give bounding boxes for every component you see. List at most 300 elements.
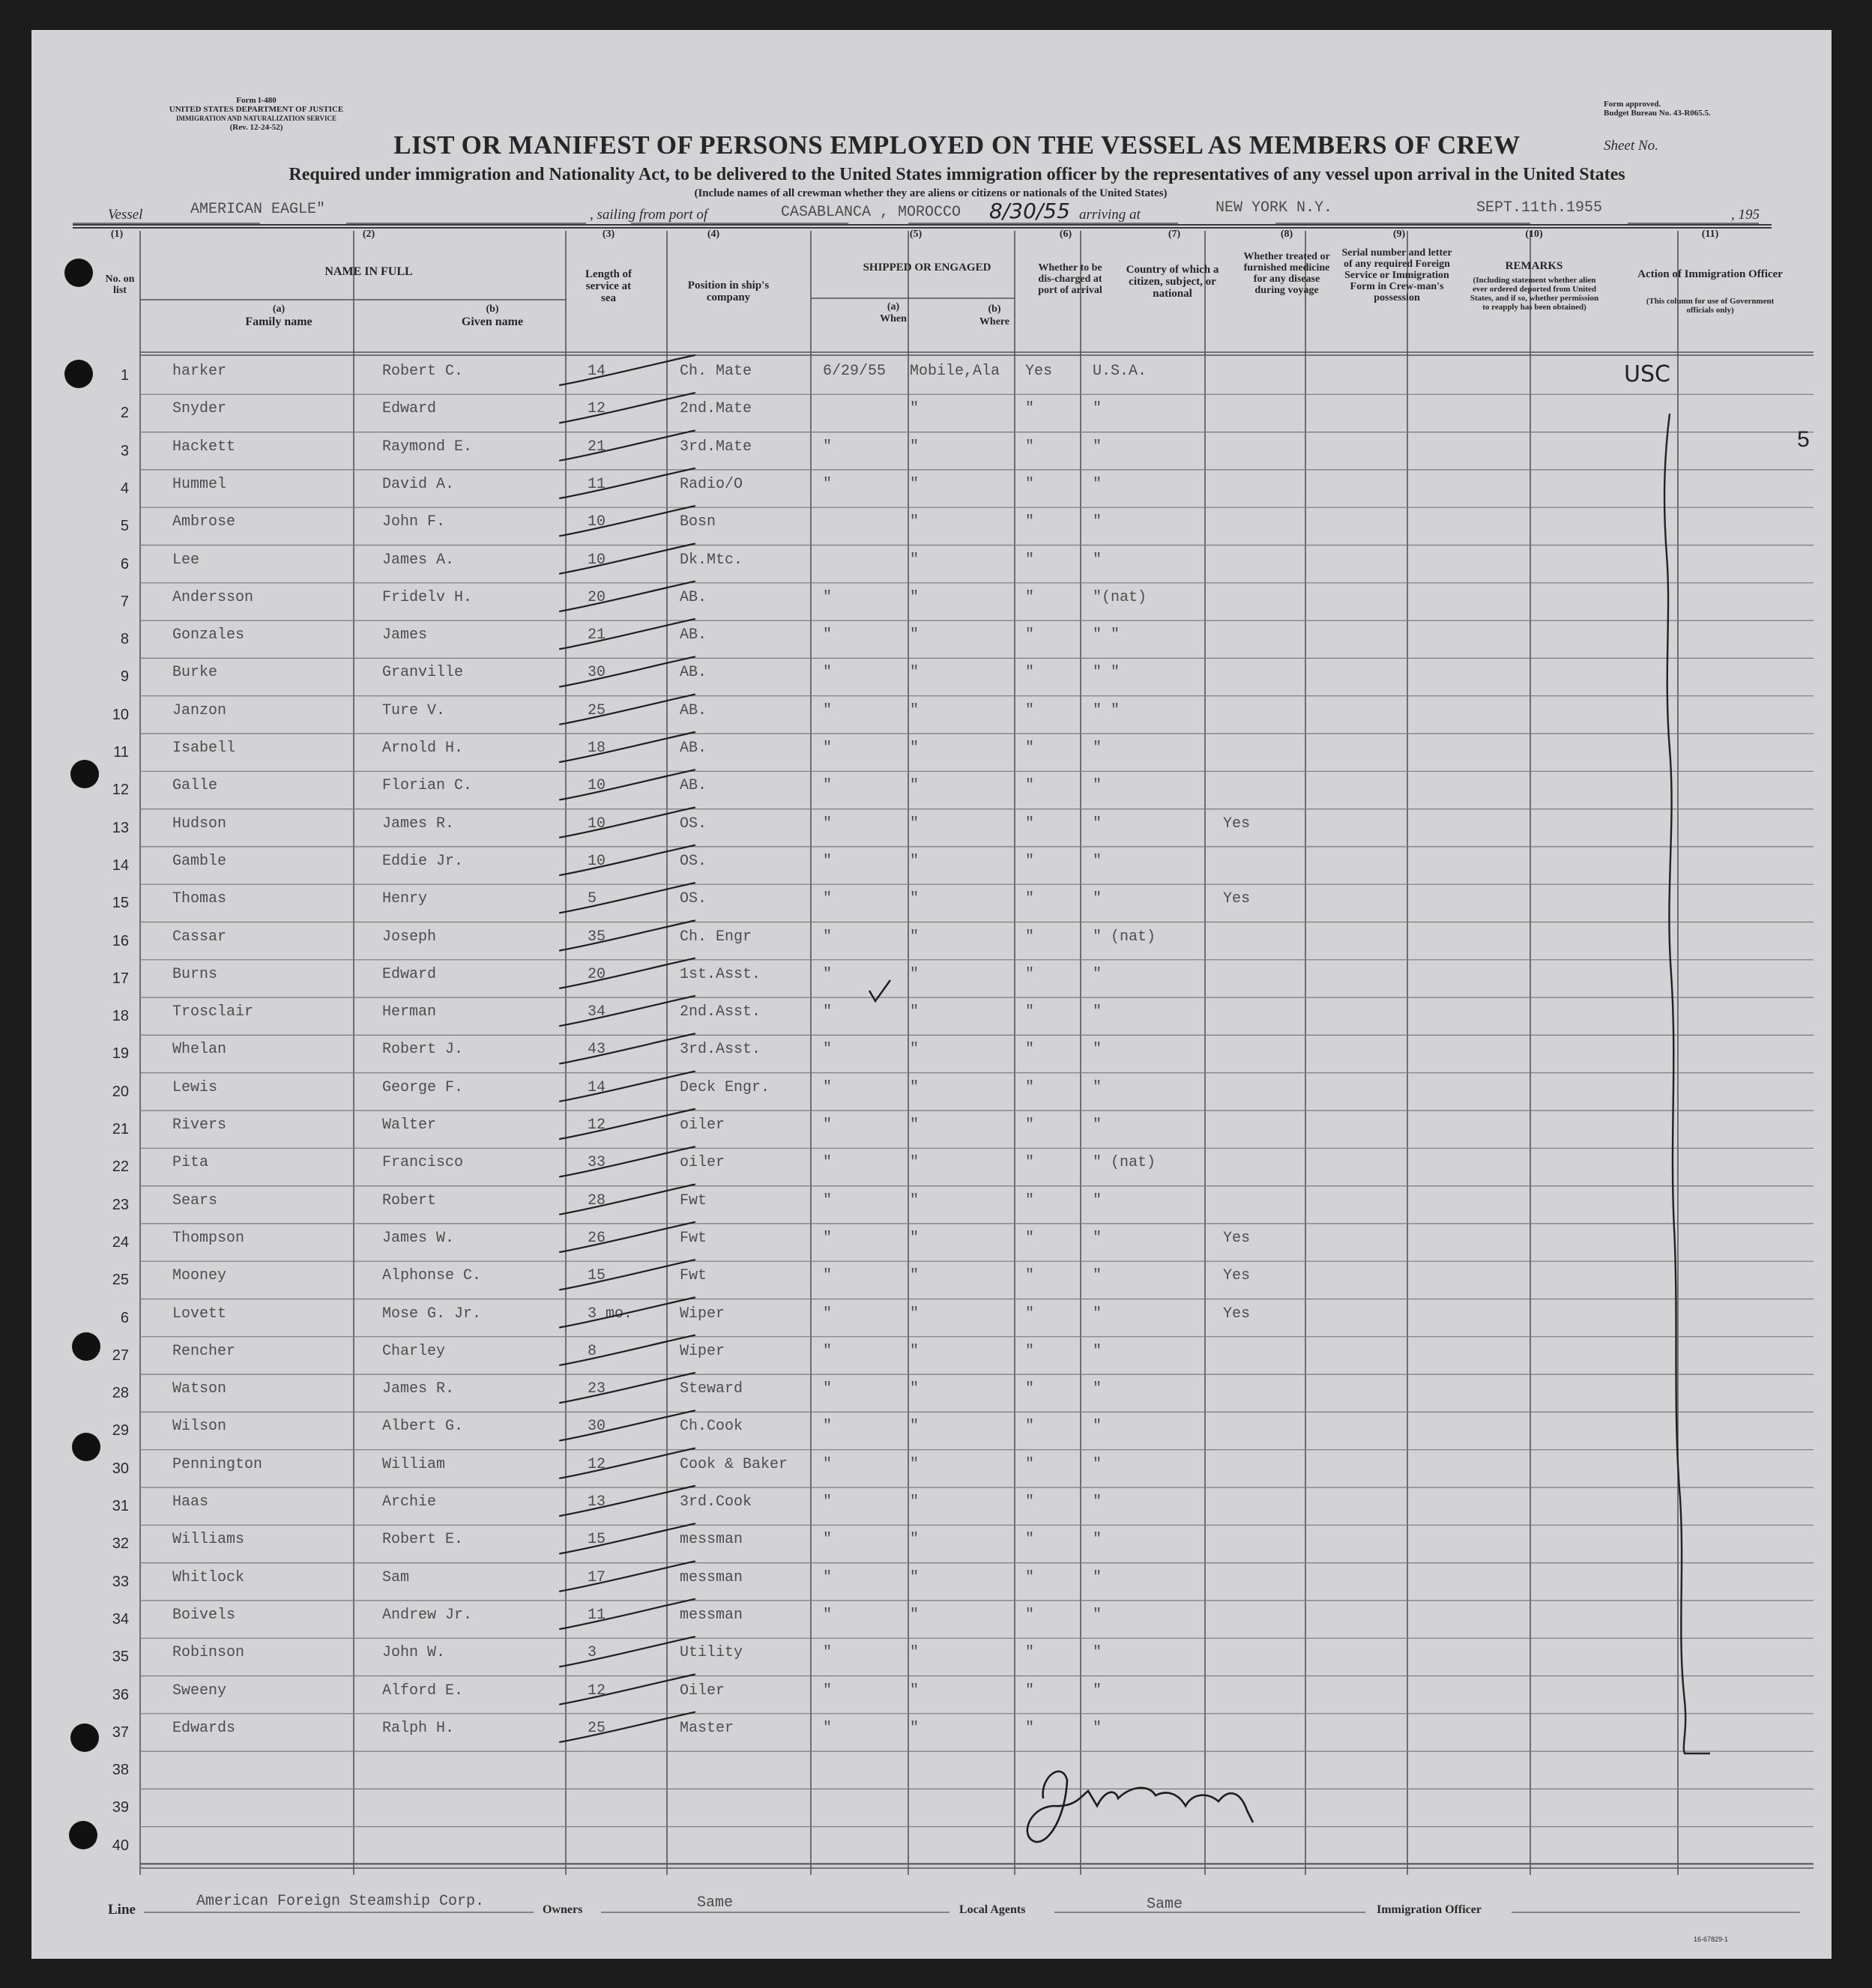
row-number: 14 — [112, 856, 129, 874]
row-number: 12 — [112, 782, 129, 799]
discharged: " — [1025, 890, 1035, 908]
row-number: 19 — [112, 1045, 129, 1063]
given-name: Eddie Jr. — [382, 852, 464, 870]
given-name: Sam — [382, 1568, 410, 1586]
discharged: " — [1025, 551, 1035, 569]
shipped-where: " — [910, 1719, 920, 1737]
country: " — [1093, 1191, 1102, 1209]
position: messman — [680, 1606, 743, 1624]
given-name: Granville — [382, 664, 464, 682]
shipped-when: " — [823, 475, 833, 493]
country: " — [1093, 815, 1102, 833]
shipped-when: " — [823, 1380, 833, 1398]
shipped-where: " — [910, 777, 920, 795]
discharged: " — [1025, 1342, 1035, 1360]
country: " — [1093, 400, 1102, 418]
shipped-when: " — [823, 1418, 833, 1436]
country: " " — [1093, 664, 1120, 682]
given-name: James R. — [382, 1380, 455, 1398]
family-name: Andersson — [172, 588, 254, 606]
shipped-where: " — [910, 1342, 920, 1360]
shipped-where: " — [910, 1682, 920, 1700]
country: " " — [1093, 626, 1120, 644]
given-name: Charley — [382, 1342, 446, 1360]
treated: Yes — [1223, 890, 1251, 908]
shipped-when: " — [823, 1154, 833, 1172]
punch-hole — [64, 259, 93, 287]
position: AB. — [680, 588, 707, 606]
discharged: " — [1025, 513, 1035, 531]
col11-number: (11) — [1701, 229, 1719, 240]
family-name: Sears — [172, 1191, 218, 1209]
sail-date-handwritten: 8/30/55 — [989, 199, 1070, 223]
col4-number: (4) — [707, 229, 720, 240]
service-length: 3 mo. — [588, 1305, 633, 1323]
shipped-when: " — [823, 588, 833, 606]
row-number: 1 — [120, 367, 129, 384]
given-name: Albert G. — [382, 1418, 464, 1436]
shipped-when: " — [823, 438, 833, 456]
shipped-where: " — [910, 1380, 920, 1398]
discharged: " — [1025, 626, 1035, 644]
row-number: 4 — [120, 480, 129, 497]
shipped-when: " — [823, 664, 833, 682]
country: " — [1093, 1719, 1102, 1737]
service-length: 10 — [588, 815, 606, 833]
service-length: 10 — [588, 777, 606, 795]
shipped-when: " — [823, 1682, 833, 1700]
shipped-when: " — [823, 1305, 833, 1323]
discharged: " — [1025, 965, 1035, 983]
position: Utility — [680, 1644, 743, 1662]
service-length: 20 — [588, 588, 606, 606]
country: " — [1093, 1305, 1102, 1323]
shipped-when: " — [823, 626, 833, 644]
country: " — [1093, 1455, 1102, 1473]
row-number: 39 — [112, 1799, 129, 1816]
given-name: Fridelv H. — [382, 588, 473, 606]
shipped-where: " — [910, 1455, 920, 1473]
family-name: Hackett — [172, 438, 236, 456]
service-length: 23 — [588, 1380, 606, 1398]
shipped-where: " — [910, 1606, 920, 1624]
discharged: " — [1025, 438, 1035, 456]
shipped-where: " — [910, 588, 920, 606]
shipped-where: " — [910, 1003, 920, 1021]
sheet-number-label: Sheet No. — [1604, 138, 1658, 154]
shipped-when: " — [823, 1455, 833, 1473]
col5b-header: Where — [979, 316, 1010, 327]
given-name: David A. — [382, 475, 455, 493]
position: 2nd.Asst. — [680, 1003, 761, 1021]
department: UNITED STATES DEPARTMENT OF JUSTICE — [169, 105, 344, 114]
col11-note: (This column for use of Government officials only) — [1646, 297, 1775, 315]
form-approved: Form approved. — [1604, 100, 1661, 109]
row-number: 16 — [112, 932, 129, 949]
position: AB. — [680, 664, 707, 682]
shipped-where: " — [910, 626, 920, 644]
country: " — [1093, 1380, 1102, 1398]
country: " — [1093, 513, 1102, 531]
service-name: IMMIGRATION AND NATURALIZATION SERVICE — [176, 115, 336, 122]
discharged: " — [1025, 1682, 1035, 1700]
position: Cook & Baker — [680, 1455, 788, 1473]
col6-number: (6) — [1059, 229, 1072, 240]
row-number: 3 — [120, 442, 129, 459]
row-number: 13 — [112, 819, 129, 836]
discharged: " — [1025, 928, 1035, 946]
shipped-where: " — [910, 815, 920, 833]
manifest-sheet — [31, 30, 1832, 1959]
row-number: 27 — [112, 1347, 129, 1364]
col8-header: Whether treated or furnished medicine for any disease during voyage — [1243, 251, 1330, 296]
service-length: 12 — [588, 1682, 606, 1700]
discharged: " — [1025, 1455, 1035, 1473]
shipped-when: " — [823, 740, 833, 757]
row-number: 15 — [112, 895, 129, 912]
country: " — [1093, 852, 1102, 870]
line-value: American Foreign Steamship Corp. — [196, 1893, 485, 1910]
service-length: 10 — [588, 513, 606, 531]
family-name: Robinson — [172, 1644, 245, 1662]
discharged: " — [1025, 1380, 1035, 1398]
vessel-name: AMERICAN EAGLE" — [190, 201, 326, 218]
row-number: 35 — [112, 1649, 129, 1666]
given-name: Walter — [382, 1117, 437, 1134]
position: OS. — [680, 852, 707, 870]
discharged: " — [1025, 1041, 1035, 1059]
owners-label: Owners — [543, 1903, 583, 1916]
row-number: 23 — [112, 1196, 129, 1213]
position: AB. — [680, 626, 707, 644]
family-name: Trosclair — [172, 1003, 254, 1021]
service-length: 14 — [588, 363, 606, 380]
position: Ch. Engr — [680, 928, 752, 946]
col5a-header: When — [880, 313, 907, 324]
discharged: " — [1025, 1418, 1035, 1436]
col5b-letter: (b) — [988, 303, 1001, 315]
row-number: 18 — [112, 1008, 129, 1025]
shipped-when: " — [823, 928, 833, 946]
owners-value: Same — [697, 1894, 734, 1912]
shipped-when: 6/29/55 — [823, 363, 887, 380]
row-number: 9 — [120, 668, 129, 686]
punch-hole — [64, 360, 93, 388]
shipped-where: " — [910, 400, 920, 418]
position: Dk.Mtc. — [680, 551, 743, 569]
given-name: Robert C. — [382, 363, 464, 380]
position: Fwt — [680, 1229, 707, 1247]
shipped-where: " — [910, 438, 920, 456]
country: " — [1093, 1117, 1102, 1134]
family-name: Ambrose — [172, 513, 236, 531]
family-name: Gonzales — [172, 626, 245, 644]
row-number: 33 — [112, 1573, 129, 1590]
punch-hole — [72, 1332, 100, 1361]
row-number: 21 — [112, 1121, 129, 1137]
country: " — [1093, 965, 1102, 983]
country: " (nat) — [1093, 928, 1156, 946]
col3-header: Length of service at sea — [585, 268, 632, 304]
shipped-when: " — [823, 1003, 833, 1021]
given-name: Francisco — [382, 1154, 464, 1172]
position: Fwt — [680, 1267, 707, 1285]
position: OS. — [680, 815, 707, 833]
given-name: Andrew Jr. — [382, 1606, 473, 1624]
treated: Yes — [1223, 1305, 1251, 1323]
given-name: Raymond E. — [382, 438, 473, 456]
discharged: " — [1025, 1078, 1035, 1096]
discharged: " — [1025, 1606, 1035, 1624]
row-number: 29 — [112, 1422, 129, 1439]
col9-header: Serial number and letter of any required Foreign Service or Immigration Form in Crew-man's possession — [1341, 247, 1452, 303]
position: Deck Engr. — [680, 1078, 770, 1096]
service-length: 8 — [588, 1342, 597, 1360]
discharged: " — [1025, 588, 1035, 606]
family-name: Haas — [172, 1493, 209, 1511]
shipped-when: " — [823, 1191, 833, 1209]
col6-header: Whether to be dis-charged at port of arrival — [1038, 262, 1102, 296]
footer-rules — [31, 30, 1832, 1959]
position: 1st.Asst. — [680, 965, 761, 983]
col5-number: (5) — [909, 229, 923, 240]
shipped-when: " — [823, 1117, 833, 1134]
shipped-where: " — [910, 1117, 920, 1134]
col2b-header: Given name — [461, 315, 524, 328]
row-number: 36 — [112, 1686, 129, 1703]
agents-label: Local Agents — [959, 1903, 1026, 1916]
country: " (nat) — [1093, 1154, 1156, 1172]
col2a-header: Family name — [245, 315, 312, 328]
service-length: 35 — [588, 928, 606, 946]
shipped-where: " — [910, 664, 920, 682]
service-length: 30 — [588, 664, 606, 682]
service-length: 43 — [588, 1041, 606, 1059]
discharged: " — [1025, 701, 1035, 719]
discharged: " — [1025, 777, 1035, 795]
col9-number: (9) — [1392, 229, 1406, 240]
family-name: Edwards — [172, 1719, 236, 1737]
family-name: Thompson — [172, 1229, 245, 1247]
service-length: 12 — [588, 1117, 606, 1134]
col11-header: Action of Immigration Officer — [1637, 268, 1783, 280]
given-name: Herman — [382, 1003, 437, 1021]
given-name: Alphonse C. — [382, 1267, 482, 1285]
row-number: 34 — [112, 1610, 129, 1628]
treated: Yes — [1223, 1267, 1251, 1285]
col7-number: (7) — [1168, 229, 1181, 240]
shipped-where: " — [910, 928, 920, 946]
shipped-where: " — [910, 890, 920, 908]
country: " — [1093, 890, 1102, 908]
shipped-when: " — [823, 1531, 833, 1549]
family-name: Cassar — [172, 928, 227, 946]
shipped-when: " — [823, 1229, 833, 1247]
year-suffix: , 195 — [1731, 207, 1760, 223]
shipped-where: " — [910, 1229, 920, 1247]
service-length: 34 — [588, 1003, 606, 1021]
given-name: Ralph H. — [382, 1719, 455, 1737]
position: 3rd.Asst. — [680, 1041, 761, 1059]
family-name: Gamble — [172, 852, 227, 870]
given-name: Henry — [382, 890, 428, 908]
given-name: Arnold H. — [382, 740, 464, 757]
position: oiler — [680, 1117, 725, 1134]
margin-number: 5 — [1797, 427, 1810, 452]
vessel-label: Vessel — [108, 207, 143, 223]
service-length: 15 — [588, 1531, 606, 1549]
agents-value: Same — [1147, 1896, 1183, 1913]
given-name: Florian C. — [382, 777, 473, 795]
given-name: Robert E. — [382, 1531, 464, 1549]
col7-header: Country of which a citizen, subject, or national — [1126, 264, 1219, 300]
position: Oiler — [680, 1682, 725, 1700]
shipped-where: " — [910, 551, 920, 569]
family-name: Lovett — [172, 1305, 227, 1323]
shipped-where: " — [910, 513, 920, 531]
discharged: " — [1025, 400, 1035, 418]
service-length: 13 — [588, 1493, 606, 1511]
service-length: 26 — [588, 1229, 606, 1247]
country: " — [1093, 1041, 1102, 1059]
arriving-label: arriving at — [1079, 207, 1141, 223]
service-length: 25 — [588, 1719, 606, 1737]
position: Steward — [680, 1380, 743, 1398]
row-number: 22 — [112, 1158, 129, 1176]
row-number: 30 — [112, 1460, 129, 1477]
position: 3rd.Mate — [680, 438, 752, 456]
shipped-where: " — [910, 740, 920, 757]
given-name: Ture V. — [382, 701, 446, 719]
col3-number: (3) — [602, 229, 615, 240]
shipped-when: " — [823, 815, 833, 833]
col2-number: (2) — [362, 229, 375, 240]
revision: (Rev. 12-24-52) — [229, 123, 283, 132]
country: " — [1093, 740, 1102, 757]
family-name: Burns — [172, 965, 218, 983]
shipped-where: Mobile,Ala — [910, 363, 1000, 380]
shipped-where: " — [910, 1041, 920, 1059]
given-name: John F. — [382, 513, 446, 531]
family-name: Rivers — [172, 1117, 227, 1134]
shipped-when: " — [823, 1041, 833, 1059]
usc-annotation: USC — [1624, 361, 1670, 387]
treated: Yes — [1223, 1229, 1251, 1247]
position: OS. — [680, 890, 707, 908]
service-length: 28 — [588, 1191, 606, 1209]
family-name: Isabell — [172, 740, 236, 757]
service-length: 25 — [588, 701, 606, 719]
family-name: Burke — [172, 664, 218, 682]
shipped-when: " — [823, 1606, 833, 1624]
col8-number: (8) — [1280, 229, 1293, 240]
given-name: James — [382, 626, 428, 644]
col10-note: (Including statement whether alien ever ordered deported from United States, and if so, whether permission to reapply has been obtained) — [1470, 276, 1599, 312]
given-name: Edward — [382, 400, 437, 418]
given-name: Archie — [382, 1493, 437, 1511]
subtitle: Required under immigration and Nationality Act, to be delivered to the United States immigration officer by the representatives of any vessel upon arrival in the United States — [289, 165, 1625, 184]
row-number: 37 — [112, 1723, 129, 1741]
shipped-where: " — [910, 1154, 920, 1172]
discharged: " — [1025, 740, 1035, 757]
service-length: 11 — [588, 1606, 606, 1624]
officer-label: Immigration Officer — [1377, 1903, 1482, 1916]
row-number: 5 — [120, 518, 129, 535]
position: Wiper — [680, 1305, 725, 1323]
budget-number: Budget Bureau No. 43-R065.5. — [1604, 109, 1711, 118]
sailing-label: , sailing from port of — [590, 207, 708, 223]
shipped-when: " — [823, 1493, 833, 1511]
position: Wiper — [680, 1342, 725, 1360]
position: Radio/O — [680, 475, 743, 493]
discharged: " — [1025, 1493, 1035, 1511]
service-length: 14 — [588, 1078, 606, 1096]
service-length: 33 — [588, 1154, 606, 1172]
col10-number: (10) — [1525, 229, 1543, 240]
col2b-letter: (b) — [486, 303, 499, 315]
given-name: Robert J. — [382, 1041, 464, 1059]
col5a-letter: (a) — [887, 301, 900, 312]
service-length: 30 — [588, 1418, 606, 1436]
family-name: Hummel — [172, 475, 227, 493]
col1-number: (1) — [110, 229, 124, 240]
row-number: 7 — [120, 593, 129, 610]
shipped-when: " — [823, 1568, 833, 1586]
position: Bosn — [680, 513, 716, 531]
shipped-where: " — [910, 1644, 920, 1662]
country: " " — [1093, 701, 1120, 719]
given-name: Joseph — [382, 928, 437, 946]
discharged: " — [1025, 1267, 1035, 1285]
given-name: William — [382, 1455, 446, 1473]
page-title: LIST OR MANIFEST OF PERSONS EMPLOYED ON THE VESSEL AS MEMBERS OF CREW — [393, 130, 1521, 160]
col5-header: SHIPPED OR ENGAGED — [863, 262, 991, 274]
departure-port: CASABLANCA , MOROCCO — [781, 204, 961, 221]
given-name: Robert — [382, 1191, 437, 1209]
shipped-where: " — [910, 1078, 920, 1096]
service-length: 15 — [588, 1267, 606, 1285]
family-name: Whitlock — [172, 1568, 245, 1586]
arrival-date: SEPT.11th.1955 — [1476, 199, 1603, 217]
position: Master — [680, 1719, 734, 1737]
shipped-where: " — [910, 475, 920, 493]
position: oiler — [680, 1154, 725, 1172]
service-length: 5 — [588, 890, 597, 908]
row-number: 32 — [112, 1535, 129, 1553]
discharged: Yes — [1025, 363, 1053, 380]
family-name: harker — [172, 363, 227, 380]
given-name: James W. — [382, 1229, 455, 1247]
treated: Yes — [1223, 815, 1251, 833]
family-name: Williams — [172, 1531, 245, 1549]
service-length: 21 — [588, 626, 606, 644]
position: messman — [680, 1568, 743, 1586]
family-name: Thomas — [172, 890, 227, 908]
shipped-where: " — [910, 1267, 920, 1285]
country: " — [1093, 1003, 1102, 1021]
shipped-when: " — [823, 965, 833, 983]
country: " — [1093, 1229, 1102, 1247]
position: 2nd.Mate — [680, 400, 752, 418]
row-number: 11 — [113, 744, 129, 761]
discharged: " — [1025, 852, 1035, 870]
position: messman — [680, 1531, 743, 1549]
country: " — [1093, 1568, 1102, 1586]
col4-header: Position in ship's company — [687, 280, 770, 303]
family-name: Galle — [172, 777, 218, 795]
discharged: " — [1025, 1191, 1035, 1209]
row-number: 8 — [120, 631, 129, 648]
